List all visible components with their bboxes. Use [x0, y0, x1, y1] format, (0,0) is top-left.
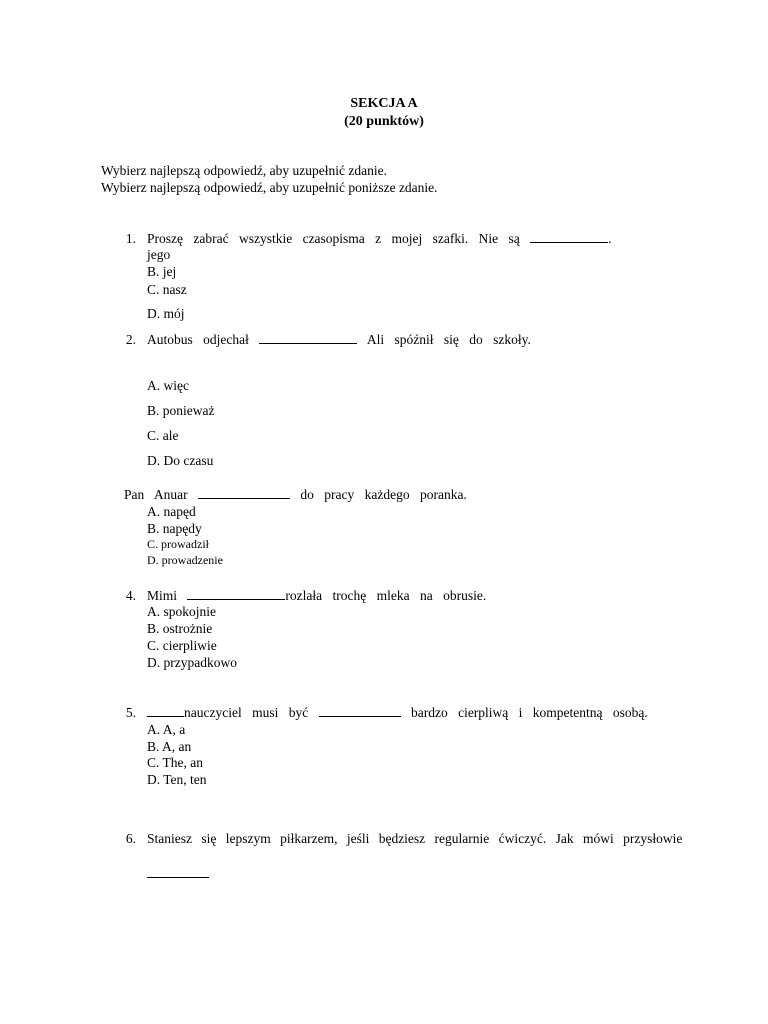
- question-2-number: 2.: [125, 332, 136, 347]
- question-2-stem: [147, 332, 531, 348]
- question-3-option-b: B. napędy: [147, 521, 202, 536]
- question-1-option-a: jego: [147, 247, 171, 262]
- question-5-stem: [147, 705, 648, 721]
- section-title: SEKCJA A: [350, 96, 418, 111]
- question-5-blank-1: [147, 705, 184, 717]
- question-1-stem: [147, 231, 612, 247]
- question-5-option-c: C. The, an: [147, 755, 203, 770]
- question-1-number: 1.: [125, 231, 136, 246]
- question-1-text-end: .: [608, 231, 612, 246]
- question-1-option-c: C. nasz: [147, 282, 187, 297]
- question-2-text: Autobus odjechał: [147, 332, 249, 347]
- question-3-blank: [198, 487, 290, 499]
- question-4-stem: [147, 588, 486, 604]
- question-5-option-d: D. Ten, ten: [147, 772, 207, 787]
- question-5-blank-2: [319, 705, 401, 717]
- question-3-option-a: A. napęd: [147, 504, 196, 519]
- question-4-blank: [187, 588, 285, 600]
- question-1-text: Proszę zabrać wszystkie czasopisma z mojej szafki. Nie są: [147, 231, 520, 246]
- instruction-line-1: Wybierz najlepszą odpowiedź, aby uzupełnić zdanie.: [101, 163, 387, 178]
- question-5-option-a: A. A, a: [147, 722, 186, 737]
- question-5-text-end: bardzo cierpliwą i kompetentną osobą.: [410, 705, 648, 720]
- question-4-option-d: D. przypadkowo: [147, 655, 237, 670]
- question-5-option-b: B. A, an: [147, 739, 192, 754]
- question-4-text: Mimi: [147, 588, 178, 603]
- question-2-option-a: A. więc: [147, 378, 189, 393]
- question-4-option-a: A. spokojnie: [147, 604, 216, 619]
- question-4-option-c: C. cierpliwie: [147, 638, 217, 653]
- question-1-option-b: B. jej: [147, 264, 177, 279]
- question-6-blank: [147, 866, 209, 878]
- question-4-number: 4.: [125, 588, 136, 603]
- question-1-blank: [530, 231, 608, 243]
- question-2-option-d: D. Do czasu: [147, 453, 214, 468]
- question-6-answer-line: [147, 866, 209, 882]
- question-3-option-d: D. prowadzenie: [147, 553, 223, 567]
- question-2-blank: [259, 332, 357, 344]
- question-6-stem: Staniesz się lepszym piłkarzem, jeśli będziesz regularnie ćwiczyć. Jak mówi przysłowie: [147, 831, 683, 846]
- question-3-text: Pan Anuar: [124, 487, 188, 502]
- question-2-option-c: C. ale: [147, 428, 179, 443]
- question-2-option-b: B. ponieważ: [147, 403, 215, 418]
- section-points: (20 punktów): [344, 114, 424, 129]
- question-6-number: 6.: [125, 831, 136, 846]
- question-4-option-b: B. ostrożnie: [147, 621, 213, 636]
- question-3-option-c: C. prowadził: [147, 537, 209, 551]
- question-2-text-end: Ali spóźnił się do szkoły.: [366, 332, 531, 347]
- question-5-number: 5.: [125, 705, 136, 720]
- instruction-line-2: Wybierz najlepszą odpowiedź, aby uzupełnić poniższe zdanie.: [101, 180, 438, 195]
- question-3-text-end: do pracy każdego poranka.: [300, 487, 467, 502]
- question-4-text-end: rozlała trochę mleka na obrusie.: [285, 588, 487, 603]
- question-1-option-d: D. mój: [147, 306, 185, 321]
- question-5-text: nauczyciel musi być: [184, 705, 309, 720]
- question-3-stem: [124, 487, 467, 503]
